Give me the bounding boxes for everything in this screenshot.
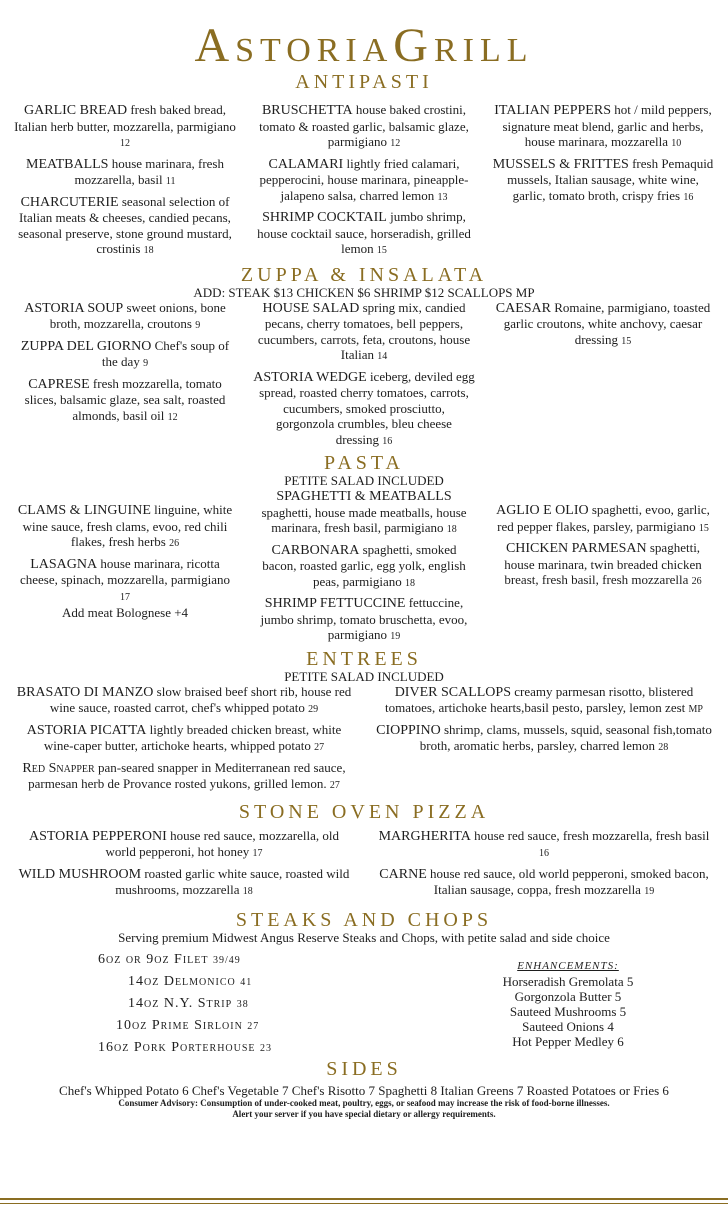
item-price: 26 — [691, 576, 702, 587]
item-price: 18 — [405, 577, 416, 589]
item-price: 11 — [165, 176, 176, 187]
item-name: SPAGHETTI & MEATBALLS — [276, 489, 452, 504]
zuppa-add-ons: ADD: STEAK $13 CHICKEN $6 SHRIMP $12 SCALLOPS MP — [193, 284, 535, 300]
item-desc: seasonal selection of Italian meats & cheeses, candied pecans, seasonal preserve, stone ground mustard, crostinis — [18, 193, 232, 256]
item-price: 27 — [329, 780, 340, 791]
pizza-col-1 — [14, 828, 354, 904]
menu-item — [14, 502, 236, 552]
menu-item — [253, 542, 475, 592]
antipasti-col-2 — [253, 102, 475, 263]
item-price: 15 — [698, 522, 709, 534]
item-name: CHICKEN PARMESAN — [505, 541, 647, 556]
item-price: 27 — [247, 1020, 260, 1032]
item-name: CLAMS & LINGUINE — [17, 503, 151, 518]
item-price: 26 — [169, 538, 180, 549]
menu-item — [14, 684, 354, 718]
menu-item — [14, 722, 354, 756]
item-desc: house marinara, fresh mozzarella, basil — [74, 155, 224, 187]
enhancement-item: Horseradish Gremolata 5 — [502, 973, 634, 989]
item-desc: fresh mozzarella, tomato slices, balsamic glaze, sea salt, roasted almonds, basil oil — [24, 375, 226, 423]
pizza-heading: STONE OVEN PIZZA — [238, 800, 490, 823]
item-name: MUSSELS & FRITTES — [492, 156, 629, 172]
item-desc: creamy parmesan risotto, blistered tomatoes, artichoke hearts,basil pesto, parsley, lemon zest — [385, 683, 694, 715]
item-name: 6oz or 9oz Filet — [98, 951, 209, 967]
zuppa-section — [0, 300, 728, 454]
item-price: 13 — [437, 191, 448, 203]
item-price: 12 — [390, 138, 401, 149]
enhancements-title: ENHANCEMENTS: — [517, 959, 619, 972]
item-desc: hot / mild peppers, signature meat blend, garlic and herbs, house marinara, mozzarella — [502, 102, 712, 149]
menu-item — [492, 540, 714, 590]
menu-item — [253, 488, 475, 538]
menu-item — [14, 194, 236, 259]
item-name: ASTORIA SOUP — [24, 300, 124, 316]
item-desc: Chef's soup of the day — [101, 337, 230, 369]
menu-item — [14, 760, 354, 794]
item-price: 19 — [390, 631, 401, 642]
item-price: 23 — [260, 1042, 273, 1054]
item-desc: spaghetti, house made meatballs, house marinara, fresh basil, parmigiano — [261, 504, 467, 535]
item-name: AGLIO E OLIO — [496, 503, 589, 518]
menu-item — [14, 828, 354, 862]
item-name: HOUSE SALAD — [262, 300, 360, 316]
menu-item — [14, 156, 236, 190]
item-name: BRASATO DI MANZO — [16, 684, 154, 700]
entrees-col-2 — [374, 684, 714, 798]
item-name: 14oz Delmonico — [128, 973, 236, 989]
item-name: ASTORIA WEDGE — [253, 369, 367, 385]
item-name: BRUSCHETTA — [261, 103, 353, 118]
allergy-note: Alert your server if you have special dietary or allergy requirements. — [232, 1108, 496, 1119]
item-price: 12 — [167, 411, 178, 423]
pasta-heading: PASTA — [324, 452, 404, 474]
pizza-section — [0, 828, 728, 904]
item-name: ASTORIA PEPPERONI — [28, 828, 167, 844]
steaks-section — [0, 949, 728, 1059]
item-price: 18 — [446, 524, 457, 535]
item-price: 38 — [236, 998, 249, 1010]
menu-item — [374, 722, 714, 756]
enhancements — [428, 949, 708, 1059]
item-desc: shrimp, clams, mussels, squid, seasonal fish,tomato broth, aromatic herbs, parsley, charred lemon — [419, 721, 712, 753]
item-desc: house red sauce, old world pepperoni, smoked bacon, Italian sausage, coppa, fresh mozzarella — [430, 865, 709, 897]
item-desc: slow braised beef short rib, house red wine sauce, roasted carrot, chef's whipped potato — [49, 683, 352, 715]
entrees-section — [0, 684, 728, 798]
zuppa-col-1 — [14, 300, 236, 454]
item-name: CAESAR — [495, 300, 551, 316]
item-desc: Romaine, parmigiano, toasted garlic croutons, white anchovy, caesar dressing — [503, 299, 711, 347]
item-price: MP — [688, 704, 703, 715]
item-name: 14oz N.Y. Strip — [128, 995, 233, 1011]
entrees-col-1 — [14, 684, 354, 798]
menu-item — [253, 595, 475, 645]
item-desc: fettuccine, jumbo shrimp, tomato bruschetta, evoo, parmigiano — [260, 595, 468, 642]
menu-item — [14, 866, 354, 900]
item-price: 16 — [683, 191, 694, 203]
steak-item — [98, 1037, 428, 1059]
pasta-section — [0, 488, 728, 649]
item-desc: spring mix, candied pecans, cherry tomatoes, bell peppers, cucumbers, carrots, feta, croutons, house Italian — [257, 299, 471, 362]
item-desc: roasted garlic white sauce, roasted wild mushrooms, mozzarella — [115, 865, 350, 897]
item-desc: jumbo shrimp, house cocktail sauce, horseradish, grilled lemon — [257, 209, 471, 256]
item-desc: spaghetti, evoo, garlic, red pepper flakes, parsley, parmigiano — [497, 502, 710, 534]
menu-item — [14, 300, 236, 334]
menu-item — [492, 102, 714, 152]
zuppa-col-3 — [492, 300, 714, 454]
item-price: 15 — [621, 335, 632, 347]
item-desc: spaghetti, house marinara, twin breaded chicken breast, fresh basil, fresh mozzarella — [504, 540, 702, 587]
item-price: 12 — [120, 138, 130, 149]
zuppa-col-2 — [253, 300, 475, 454]
item-price: 41 — [240, 976, 253, 988]
pasta-col-2 — [253, 488, 475, 649]
item-name: ITALIAN PEPPERS — [494, 103, 611, 118]
item-desc: pan-seared snapper in Mediterranean red sauce, parmesan herb de Provance rosted yukons, grilled lemon. — [28, 759, 346, 791]
steak-list — [20, 949, 428, 1059]
antipasti-heading: ANTIPASTI — [295, 71, 433, 93]
footer-rule-thin — [0, 1203, 728, 1204]
item-desc: linguine, white wine sauce, fresh clams, evoo, red chili flakes, fresh herbs — [22, 502, 233, 549]
menu-title: AstoriaGrill — [194, 19, 534, 72]
item-name: CARNE — [379, 866, 427, 882]
item-name: CAPRESE — [28, 376, 90, 392]
item-name: 10oz Prime Sirloin — [116, 1017, 243, 1033]
pizza-col-2 — [374, 828, 714, 904]
steak-item — [98, 949, 428, 971]
enhancement-item: Hot Pepper Medley 6 — [512, 1033, 624, 1049]
antipasti-col-3 — [492, 102, 714, 263]
item-name: GARLIC BREAD — [24, 103, 128, 118]
steaks-intro: Serving premium Midwest Angus Reserve Steaks and Chops, with petite salad and side choice — [118, 929, 610, 945]
item-price: 27 — [314, 742, 325, 753]
item-desc: sweet onions, bone broth, mozzarella, croutons — [49, 299, 226, 331]
item-price: 39/49 — [213, 954, 241, 966]
item-price: 16 — [539, 848, 549, 859]
item-price: 10 — [671, 138, 682, 149]
menu-item — [492, 502, 714, 536]
item-name: CIOPPINO — [376, 722, 441, 738]
item-name: CALAMARI — [268, 156, 344, 172]
steak-item — [98, 1015, 428, 1037]
menu-item — [14, 338, 236, 372]
menu-item — [14, 102, 236, 152]
enhancement-item: Gorgonzola Butter 5 — [514, 988, 622, 1004]
menu-item — [374, 684, 714, 718]
steaks-heading: STEAKS AND CHOPS — [235, 908, 493, 931]
consumer-advisory: Consumer Advisory: Consumption of under-cooked meat, poultry, eggs, or seafood may increase the risk of food-borne illnesses. — [118, 1097, 610, 1108]
item-name: MEATBALLS — [26, 156, 109, 172]
item-price: 9 — [195, 320, 201, 331]
steak-item — [98, 993, 428, 1015]
menu-item — [253, 300, 475, 365]
item-name: MARGHERITA — [378, 828, 471, 844]
item-desc: fresh baked bread, Italian herb butter, mozzarella, parmigiano — [14, 102, 236, 134]
item-desc: house red sauce, mozzarella, old world pepperoni, hot honey — [105, 827, 339, 859]
item-desc: house baked crostini, tomato & roasted garlic, balsamic glaze, parmigiano — [259, 102, 469, 149]
item-desc: fresh Pemaquid mussels, Italian sausage, white wine, garlic, tomato broth, crispy fries — [507, 155, 714, 203]
item-name: 16oz Pork Porterhouse — [98, 1039, 256, 1055]
menu-item — [253, 369, 475, 450]
enhancement-item: Sauteed Onions 4 — [522, 1018, 614, 1034]
zuppa-heading: ZUPPA & INSALATA — [240, 263, 488, 286]
item-price: 18 — [242, 886, 253, 897]
item-name: ZUPPA DEL GIORNO — [20, 338, 152, 354]
antipasti-col-1 — [14, 102, 236, 263]
item-desc: house marinara, ricotta cheese, spinach, mozzarella, parmigiano — [19, 555, 231, 587]
item-price: 29 — [308, 704, 319, 715]
item-name: CARBONARA — [271, 542, 360, 558]
item-price: 17 — [252, 848, 263, 859]
antipasti-section — [0, 102, 728, 263]
item-name: Red Snapper — [22, 760, 95, 776]
item-name: LASAGNA — [30, 556, 98, 572]
item-price: 9 — [143, 358, 149, 369]
menu-item — [14, 556, 236, 621]
item-price: 28 — [658, 742, 669, 753]
menu-item — [253, 102, 475, 152]
item-name: WILD MUSHROOM — [18, 866, 142, 882]
item-name: SHRIMP COCKTAIL — [262, 210, 387, 225]
item-desc: spaghetti, smoked bacon, roasted garlic, egg yolk, english peas, parmigiano — [262, 541, 466, 589]
item-price: 18 — [143, 245, 154, 256]
steak-item — [98, 971, 428, 993]
enhancement-item: Sauteed Mushrooms 5 — [509, 1003, 627, 1019]
menu-item — [374, 866, 714, 900]
pasta-note: PETITE SALAD INCLUDED — [284, 473, 444, 488]
item-desc: iceberg, deviled egg spread, roasted cherry tomatoes, carrots, cucumbers, smoked prosciutto, gorgonzola crumbles, bleu cheese dressing — [259, 368, 475, 447]
item-price: 15 — [376, 245, 387, 256]
item-desc: lightly fried calamari, pepperocini, house marinara, pineapple-jalapeno salsa, charred lemon — [259, 155, 469, 203]
entrees-note: PETITE SALAD INCLUDED — [284, 668, 444, 684]
item-price: 16 — [382, 435, 393, 447]
menu-item — [253, 209, 475, 259]
menu-item — [14, 376, 236, 426]
menu-item — [374, 828, 714, 862]
menu-item — [492, 156, 714, 206]
item-name: DIVER SCALLOPS — [394, 684, 511, 700]
menu-item — [492, 300, 714, 350]
item-desc: lightly breaded chicken breast, white wine-caper butter, artichoke hearts, whipped potato — [43, 721, 342, 753]
sides-list: Chef's Whipped Potato 6 Chef's Vegetable 7 Chef's Risotto 7 Spaghetti 8 Italian Greens 7 Roasted Potatoes or Fries 6 — [59, 1082, 669, 1098]
pasta-col-1 — [14, 488, 236, 649]
entrees-heading: ENTREES — [306, 647, 422, 670]
item-name: SHRIMP FETTUCCINE — [264, 596, 406, 611]
item-price: 19 — [644, 886, 655, 897]
item-desc: house red sauce, fresh mozzarella, fresh basil — [474, 827, 710, 843]
item-name: ASTORIA PICATTA — [26, 722, 147, 738]
sides-heading: SIDES — [326, 1057, 402, 1080]
item-extra: Add meat Bolognese +4 — [61, 605, 189, 620]
item-price: 14 — [377, 351, 388, 362]
pasta-col-3 — [492, 488, 714, 649]
item-name: CHARCUTERIE — [20, 194, 119, 210]
menu-item — [253, 156, 475, 206]
item-price: 17 — [120, 591, 130, 603]
